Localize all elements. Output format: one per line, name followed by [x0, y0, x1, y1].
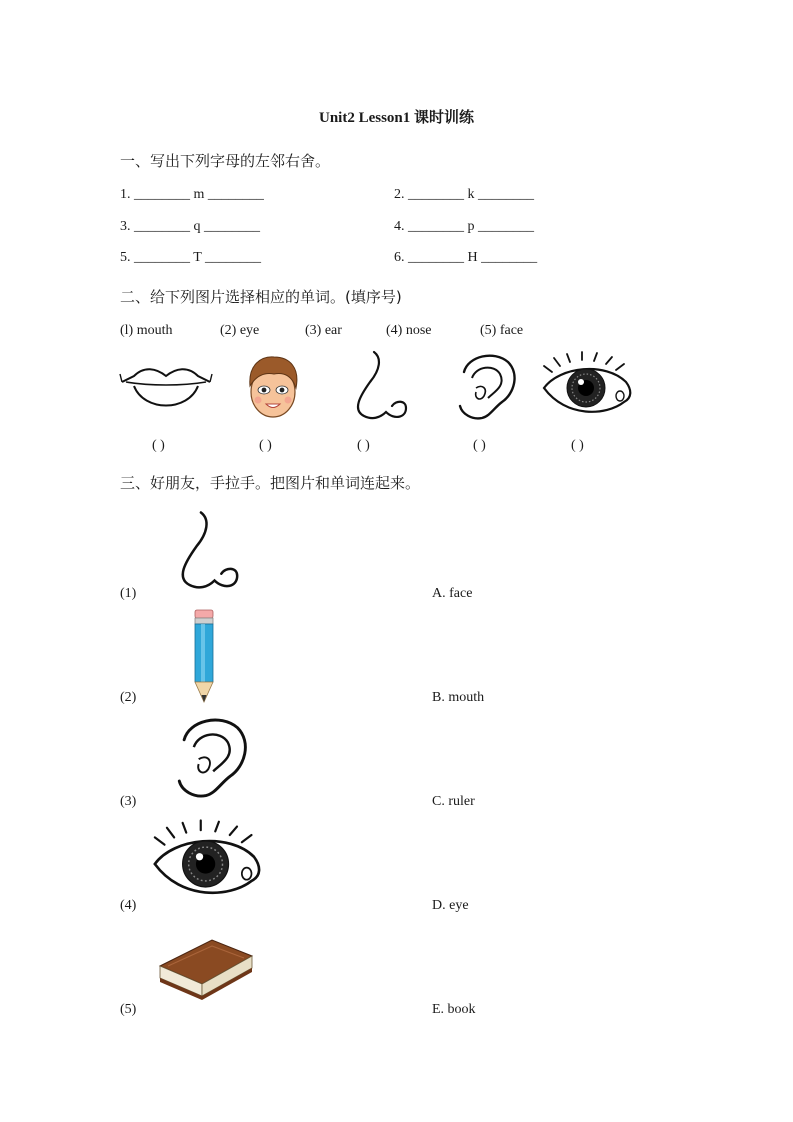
mouth-icon	[120, 360, 212, 414]
letter-item-3: 3. ________ q ________	[120, 219, 260, 234]
word-option-ear: (3) ear	[305, 323, 342, 338]
letter-item-5: 5. ________ T ________	[120, 250, 262, 265]
match-right-a: A. face	[432, 586, 473, 601]
section2-heading: 二、给下列图片选择相应的单词。(填序号)	[120, 288, 402, 306]
match-left-5: (5)	[120, 1002, 137, 1017]
answer-blank-5[interactable]: ( )	[571, 438, 584, 453]
match-left-1: (1)	[120, 586, 137, 601]
pencil-icon	[192, 610, 216, 706]
match-left-4: (4)	[120, 898, 137, 913]
ear-icon	[454, 352, 520, 422]
eye-icon	[150, 820, 266, 908]
word-option-nose: (4) nose	[386, 323, 432, 338]
match-right-e: E. book	[432, 1002, 476, 1017]
section1-heading: 一、写出下列字母的左邻右舍。	[120, 152, 331, 170]
letter-item-2: 2. ________ k ________	[394, 187, 534, 202]
section3-heading: 三、好朋友，手拉手。把图片和单词连起来。	[120, 474, 421, 492]
word-option-mouth: (l) mouth	[120, 323, 173, 338]
word-option-eye: (2) eye	[220, 323, 260, 338]
letter-item-1: 1. ________ m ________	[120, 187, 264, 202]
match-right-b: B. mouth	[432, 690, 485, 705]
page-title: Unit2 Lesson1 课时训练	[318, 110, 475, 126]
answer-blank-2[interactable]: ( )	[259, 438, 272, 453]
face-icon	[244, 354, 302, 420]
answer-blank-3[interactable]: ( )	[357, 438, 370, 453]
answer-blank-1[interactable]: ( )	[152, 438, 165, 453]
nose-icon	[352, 350, 412, 422]
match-left-2: (2)	[120, 690, 137, 705]
book-icon	[156, 936, 256, 1002]
answer-blank-4[interactable]: ( )	[473, 438, 486, 453]
match-right-d: D. eye	[432, 898, 469, 913]
letter-item-6: 6. ________ H ________	[394, 250, 538, 265]
eye-icon	[540, 352, 636, 424]
word-option-face: (5) face	[480, 323, 524, 338]
ear-icon	[172, 714, 252, 802]
letter-item-4: 4. ________ p ________	[394, 219, 534, 234]
match-right-c: C. ruler	[432, 794, 475, 809]
nose-icon	[176, 508, 244, 594]
match-left-3: (3)	[120, 794, 137, 809]
